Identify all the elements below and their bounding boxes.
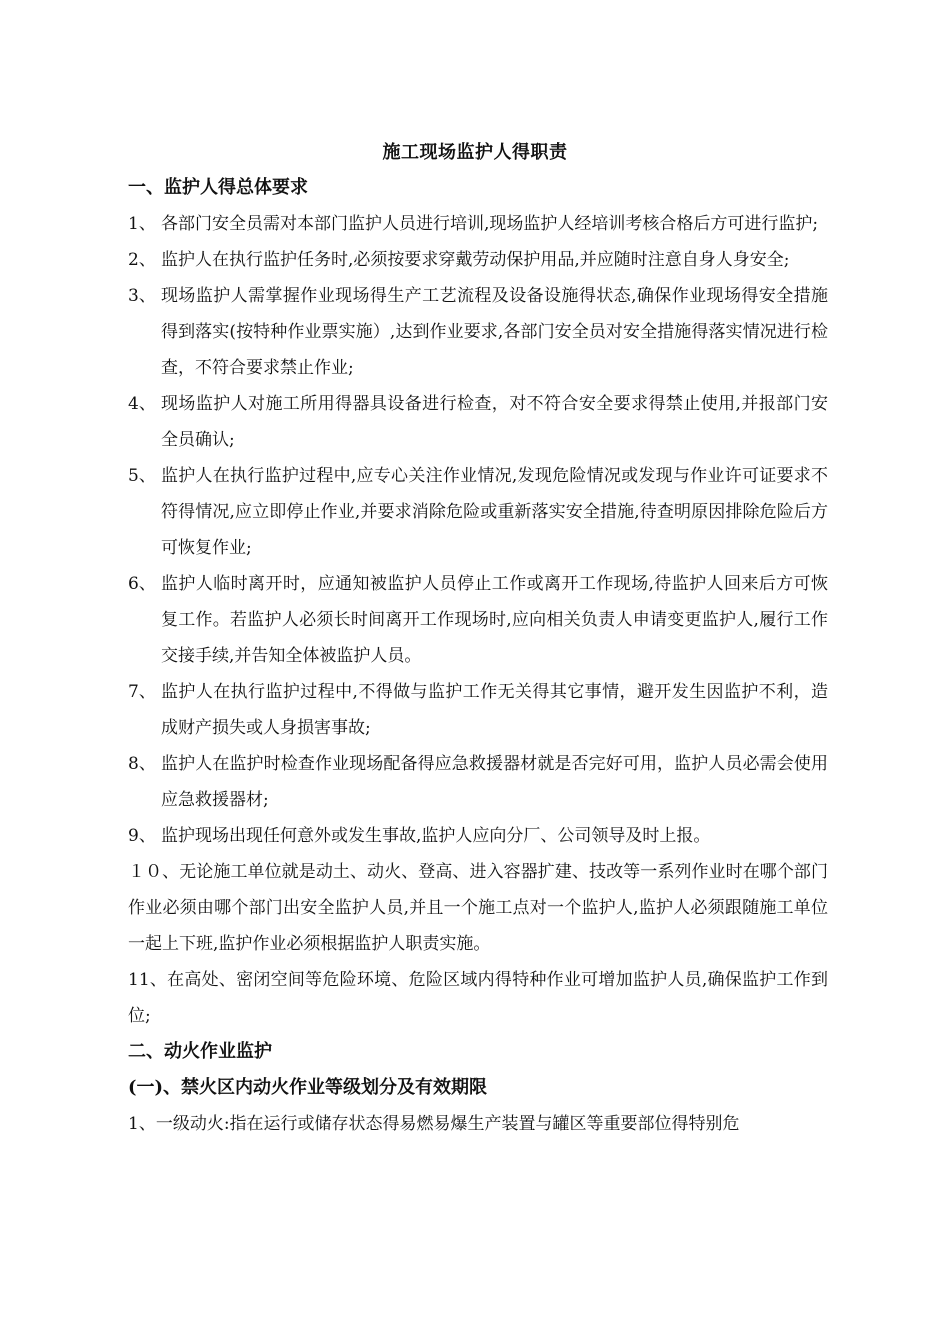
list-item-text: 监护人临时离开时，应通知被监护人员停止工作或离开工作现场,待监护人回来后方可恢复工作。若监护人必须长时间离开工作现场时,应向相关负责人申请变更监护人,履行工作交接手续,并告知全体被监护人员。: [161, 574, 828, 666]
list-item-number: 6、: [128, 574, 156, 594]
list-item-text: 监护人在执行监护过程中,应专心关注作业情况,发现危险情况或发现与作业许可证要求不符得情况,应立即停止作业,并要求消除危险或重新落实安全措施,待查明原因排除危险后方可恢复作业;: [161, 466, 828, 558]
list-item-text: 现场监护人对施工所用得器具设备进行检查，对不符合安全要求得禁止使用,并报部门安全员确认;: [161, 394, 828, 450]
list-item-text: 监护人在监护时检查作业现场配备得应急救援器材就是否完好可用，监护人员必需会使用应急救援器材;: [161, 754, 828, 810]
list-item-text: 各部门安全员需对本部门监护人员进行培训,现场监护人经培训考核合格后方可进行监护;: [161, 214, 819, 234]
list-item-number: 9、: [128, 826, 156, 846]
list-item: [128, 746, 828, 818]
list-item-text: 监护现场出现任何意外或发生事故,监护人应向分厂、公司领导及时上报。: [161, 826, 711, 846]
list-item-number: 3、: [128, 286, 156, 306]
list-item-number: 5、: [128, 466, 156, 486]
subsection-heading-fire-zone-levels: (一)、禁火区内动火作业等级划分及有效期限: [128, 1077, 488, 1098]
list-item: [128, 674, 828, 746]
list-item-text: 监护人在执行监护过程中,不得做与监护工作无关得其它事情，避开发生因监护不利，造成财产损失或人身损害事故;: [161, 682, 828, 738]
list-item: [128, 566, 828, 674]
section-heading-general-requirements: 一、监护人得总体要求: [128, 177, 308, 198]
list-item: [128, 206, 828, 242]
paragraph-item-10: １０、无论施工单位就是动土、动火、登高、进入容器扩建、技改等一系列作业时在哪个部门作业必须由哪个部门出安全监护人员,并且一个施工点对一个监护人,监护人必须跟随施工单位一起上下班,监护作业必须根据监护人职责实施。: [128, 862, 828, 954]
list-item: [128, 458, 828, 566]
document-title: 施工现场监护人得职责: [382, 142, 568, 163]
list-item-number: 4、: [128, 394, 156, 414]
document-body: [128, 170, 828, 1142]
paragraph-level-one-hot-work: 1、一级动火:指在运行或储存状态得易燃易爆生产装置与罐区等重要部位得特别危: [128, 1114, 740, 1134]
list-item: [128, 242, 828, 278]
list-item-number: 2、: [128, 250, 156, 270]
list-item: [128, 278, 828, 386]
list-item: [128, 818, 828, 854]
section-heading-hot-work: 二、动火作业监护: [128, 1041, 272, 1062]
list-item-number: 7、: [128, 682, 156, 702]
list-item-number: 1、: [128, 214, 156, 234]
paragraph-item-11: 11、在高处、密闭空间等危险环境、危险区域内得特种作业可增加监护人员,确保监护工作到位;: [128, 970, 828, 1026]
list-item-text: 现场监护人需掌握作业现场得生产工艺流程及设备设施得状态,确保作业现场得安全措施得到落实(按特种作业票实施）,达到作业要求,各部门安全员对安全措施得落实情况进行检查，不符合要求禁止作业;: [161, 286, 828, 378]
list-item: [128, 386, 828, 458]
list-item-number: 8、: [128, 754, 156, 774]
list-item-text: 监护人在执行监护任务时,必须按要求穿戴劳动保护用品,并应随时注意自身人身安全;: [161, 250, 790, 270]
